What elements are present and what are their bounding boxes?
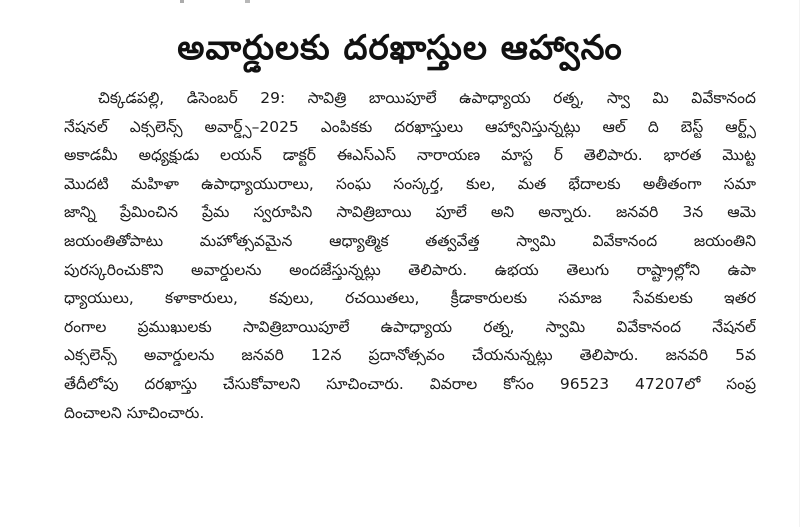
article-line: జాన్ని ప్రేమించిన ప్రేమ స్వరూపిని సావిత్రిబాయి పూలే అని అన్నారు. జనవరి 3న ఆమె (64, 203, 756, 222)
article-line: రంగాల ప్రముఖులకు సావిత్రిబాయిపూలే ఉపాధ్యాయ రత్న, స్వామి వివేకానంద నేషనల్ (64, 317, 756, 336)
article-line: నేషనల్ ఎక్సలెన్స్ అవార్డ్స్–2025 ఎంపికకు దరఖాస్తులు ఆహ్వానిస్తున్నట్లు ఆల్ ది బెస్ట్ ఆర్ట్స్ (64, 117, 756, 136)
article-line: జయంతితోపాటు మహోత్సవమైన ఆధ్యాత్మిక తత్వవేత్త స్వామి వివేకానంద జయంతిని (64, 231, 756, 250)
article-line: ధ్యాయులు, కళాకారులు, కవులు, రచయితలు, క్రీడాకారులకు సమాజ సేవకులకు ఇతర (64, 289, 756, 308)
article-line: మొదటి మహిళా ఉపాధ్యాయురాలు, సంఘ సంస్కర్త, కుల, మత భేదాలకు అతీతంగా సమా (64, 174, 756, 193)
clipping-top-edge (160, 0, 270, 3)
article-line: ఎక్సలెన్స్ అవార్డులను జనవరి 12న ప్రదానోత్సవం చేయనున్నట్లు తెలిపారు. జనవరి 5వ (64, 346, 756, 365)
article-line: చిక్కడపల్లి, డిసెంబర్ 29: సావిత్రి బాయిపూలే ఉపాధ్యాయ రత్న, స్వా మి వివేకానంద (98, 89, 756, 107)
article-line: పురస్కరించుకొని అవార్డులను అందజేస్తున్నట్లు తెలిపారు. ఉభయ తెలుగు రాష్ట్రాల్లోని ఉపా (64, 260, 756, 279)
article-line: దించాలని సూచించారు. (64, 403, 205, 422)
article-headline: అవార్డులకు దరఖాస్తుల ఆహ్వానం (177, 28, 623, 68)
article-body (64, 84, 756, 427)
article-line: తేదీలోపు దరఖాస్తు చేసుకోవాలని సూచించారు. వివరాల కోసం 96523 47207లో సంప్ర (64, 374, 756, 393)
article-line: అకాడమీ అధ్యక్షుడు లయన్ డాక్టర్ ఈఎస్ఎస్ నారాయణ మాస్ట ర్ తెలిపారు. భారత మొట్ట (64, 146, 756, 165)
